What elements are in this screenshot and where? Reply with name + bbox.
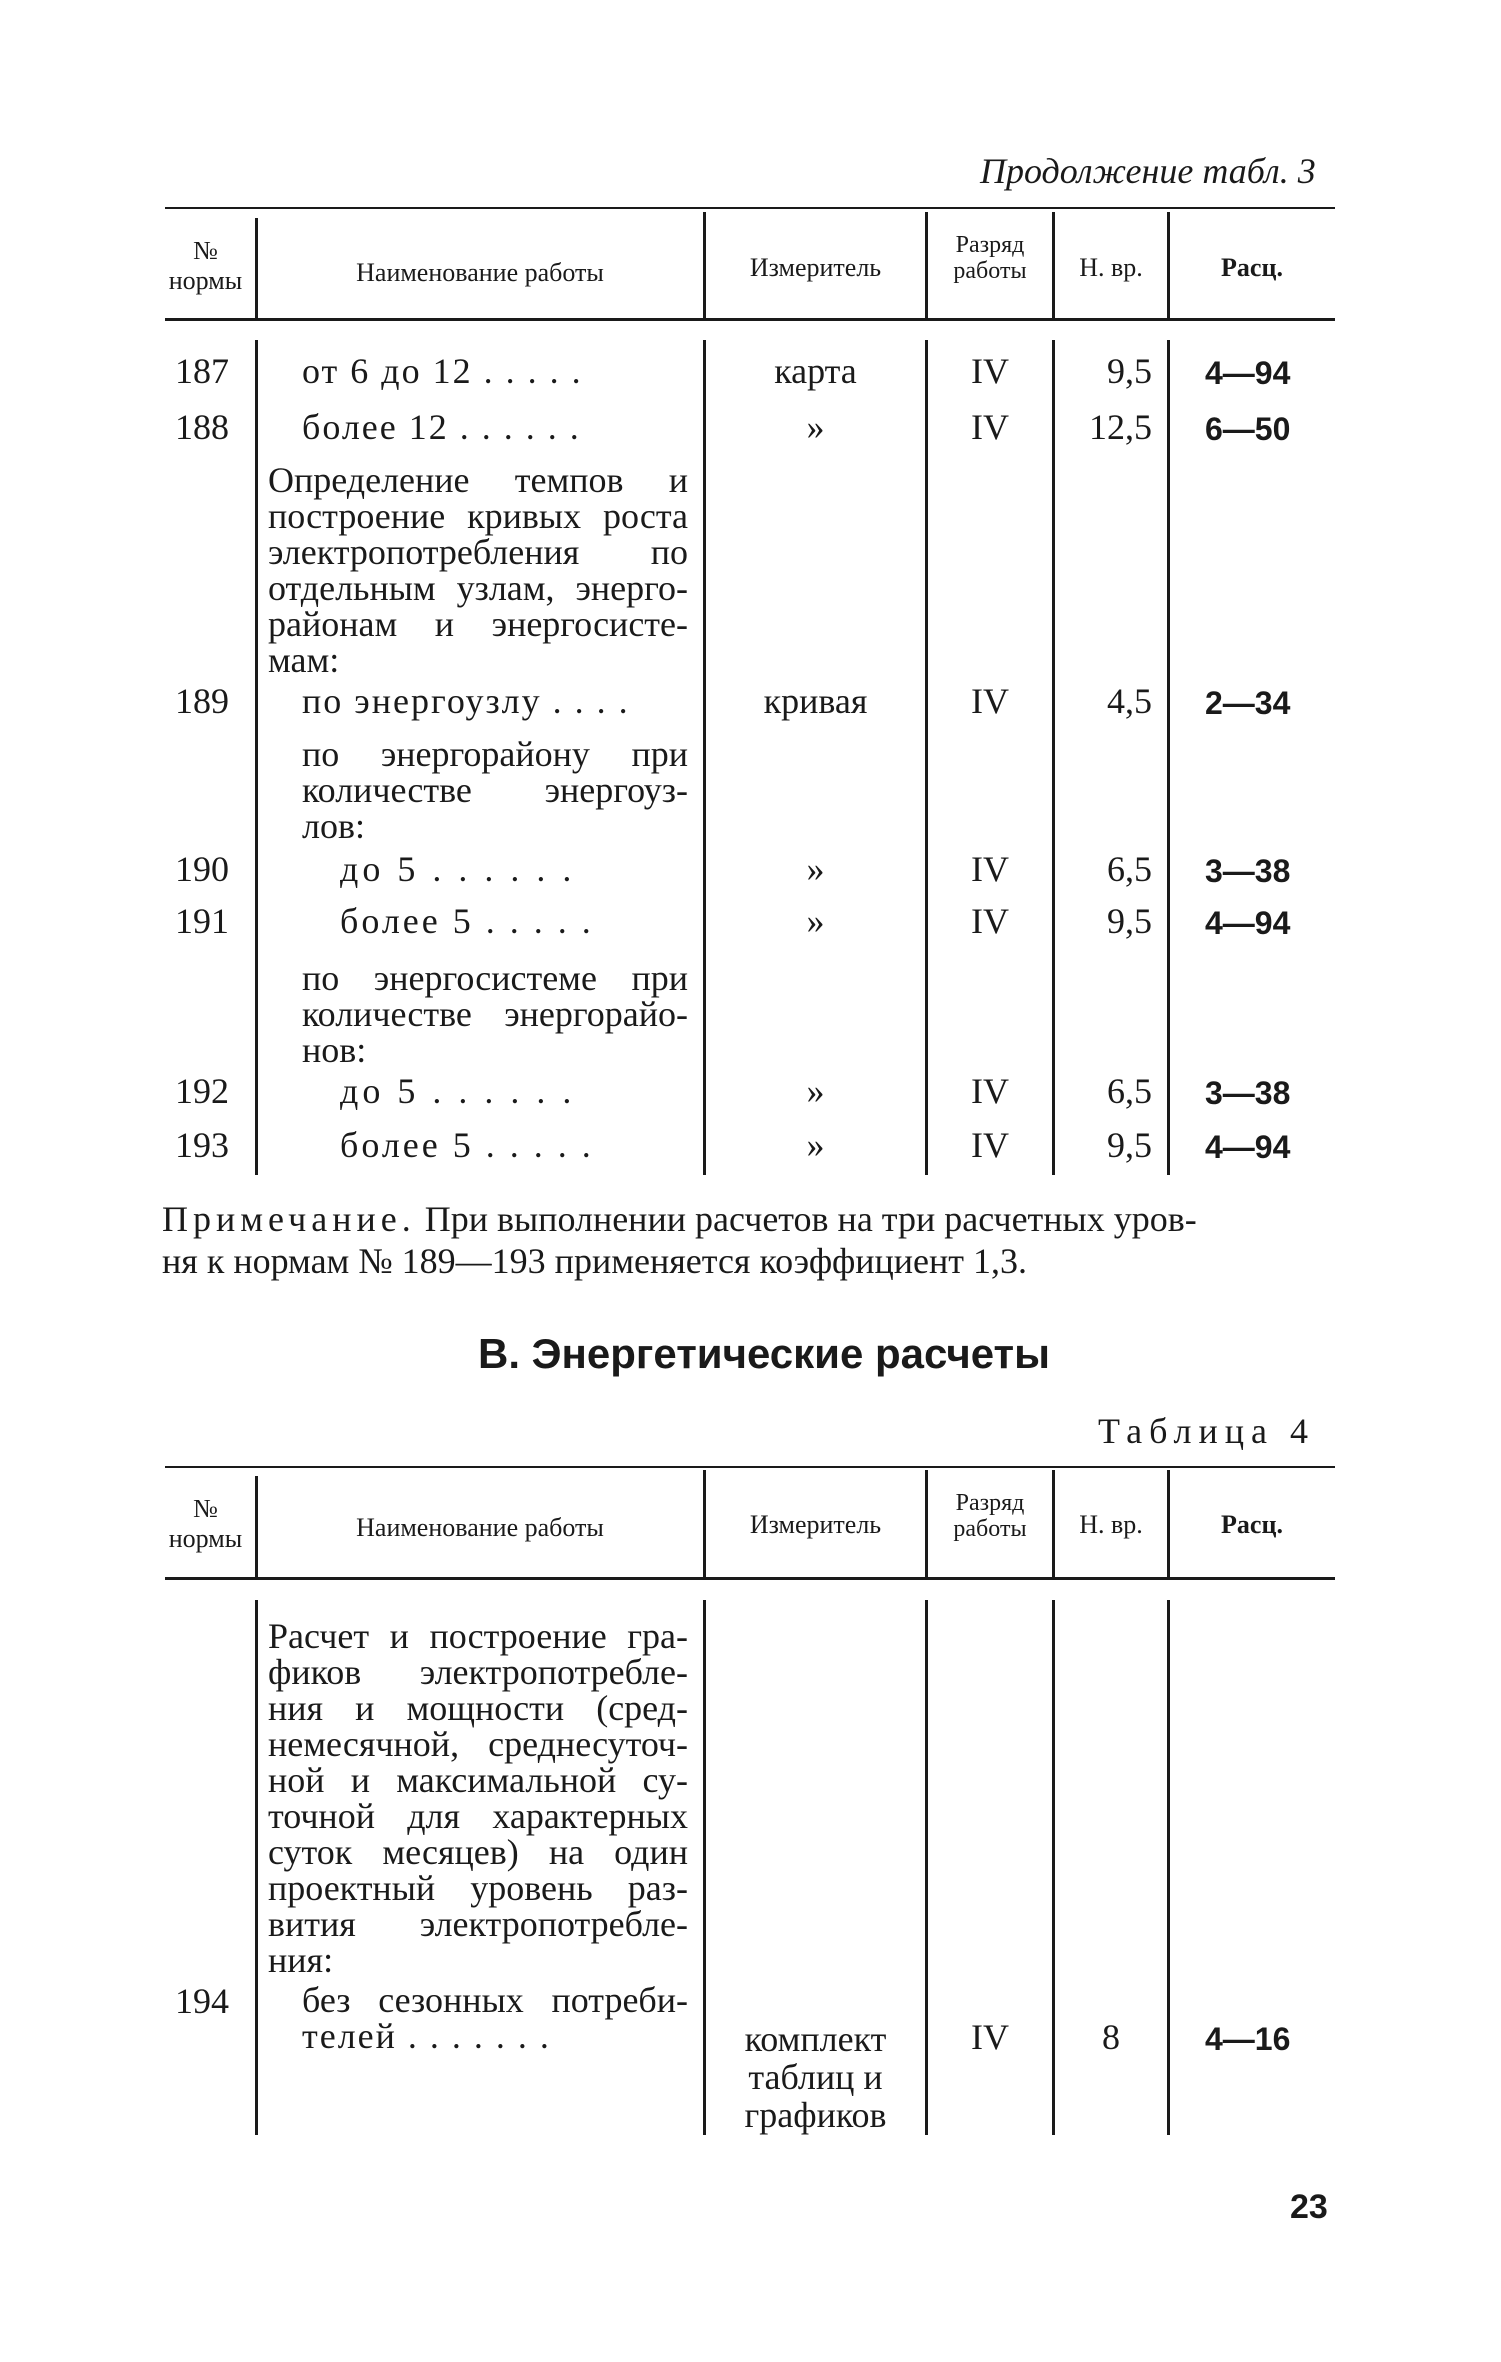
price: 3—38 — [1205, 853, 1291, 889]
note-text: ня к нормам № 189—193 применяется коэффициент 1,3. — [162, 1241, 1028, 1281]
col-divider — [925, 340, 928, 1175]
col-divider — [703, 1470, 706, 1579]
norm-number: 193 — [175, 1125, 229, 1165]
work-name: более 5 . . . . . — [340, 1125, 594, 1165]
time-norm: 4,5 — [1107, 681, 1152, 721]
col-divider — [925, 1600, 928, 2135]
grade: IV — [971, 1071, 1009, 1111]
price: 2—34 — [1205, 685, 1291, 721]
col-divider — [1052, 1600, 1055, 2135]
time-norm: 6,5 — [1107, 849, 1152, 889]
work-name: до 5 . . . . . . — [340, 1071, 576, 1111]
note-text: При выполнении расчетов на три расчетных уров- — [415, 1199, 1197, 1239]
header-norm-no: № нормы — [168, 236, 243, 295]
measure: комплект таблиц и графиков — [744, 2019, 887, 2135]
norm-number: 194 — [175, 1981, 229, 2021]
measure: карта — [774, 351, 857, 391]
continuation-caption: Продолжение табл. 3 — [980, 151, 1316, 191]
grade: IV — [971, 1125, 1009, 1165]
col-divider — [1052, 212, 1055, 320]
header-time-norm: Н. вр. — [1079, 253, 1143, 282]
price: 3—38 — [1205, 1075, 1291, 1111]
col-divider — [1167, 340, 1170, 1175]
work-name: более 12 . . . . . . — [302, 407, 581, 447]
table-label: Таблица 4 — [1098, 1411, 1315, 1451]
col-divider — [703, 212, 706, 320]
table-note — [162, 1198, 1337, 1282]
table-top-rule — [165, 207, 1335, 209]
col-divider — [703, 1600, 706, 2135]
group-heading: Определение темпов и построение кривых роста электропотребления по отдельным узлам, энерго- районам и энергосисте- мам: — [268, 460, 688, 680]
measure: » — [806, 849, 825, 889]
col-divider — [925, 1470, 928, 1579]
time-norm: 6,5 — [1107, 1071, 1152, 1111]
measure: » — [806, 901, 825, 941]
measure: » — [806, 1071, 825, 1111]
grade: IV — [971, 901, 1009, 941]
price: 4—94 — [1205, 1129, 1291, 1165]
measure: » — [806, 407, 825, 447]
col-divider — [255, 1476, 258, 1579]
measure: кривая — [763, 681, 868, 721]
header-norm-no: № нормы — [168, 1494, 243, 1553]
header-bottom-rule — [165, 318, 1335, 321]
time-norm: 8 — [1102, 2017, 1120, 2057]
norm-number: 190 — [175, 849, 229, 889]
grade: IV — [971, 849, 1009, 889]
price: 4—16 — [1205, 2021, 1291, 2057]
col-divider — [1167, 1470, 1170, 1579]
group-heading: по энергосистеме при количестве энергорайо- нов: — [302, 958, 688, 1070]
page-number: 23 — [1290, 2188, 1328, 2226]
col-divider — [925, 212, 928, 320]
measure: » — [806, 1125, 825, 1165]
price: 4—94 — [1205, 905, 1291, 941]
col-divider — [1052, 1470, 1055, 1579]
header-measure: Измеритель — [749, 253, 882, 282]
table-top-rule — [165, 1466, 1335, 1468]
grade: IV — [971, 407, 1009, 447]
work-name: от 6 до 12 . . . . . — [302, 351, 583, 391]
header-price: Расц. — [1221, 253, 1283, 282]
col-divider — [703, 340, 706, 1175]
header-grade: Разряд работы — [953, 1490, 1027, 1542]
col-divider — [1167, 212, 1170, 320]
header-bottom-rule — [165, 1577, 1335, 1580]
time-norm: 12,5 — [1089, 407, 1152, 447]
section-title: В. Энергетические расчеты — [478, 1330, 1050, 1377]
work-name: до 5 . . . . . . — [340, 849, 576, 889]
header-grade: Разряд работы — [953, 232, 1027, 284]
group-heading: по энергорайону при количестве энергоуз- лов: — [302, 734, 688, 846]
col-divider — [1052, 340, 1055, 1175]
grade: IV — [971, 2017, 1009, 2057]
header-work-name: Наименование работы — [356, 258, 604, 287]
col-divider — [255, 340, 258, 1175]
grade: IV — [971, 351, 1009, 391]
col-divider — [255, 218, 258, 320]
time-norm: 9,5 — [1107, 351, 1152, 391]
norm-number: 191 — [175, 901, 229, 941]
work-name: без сезонных потреби- телей . . . . . . . — [302, 1980, 688, 2056]
header-measure: Измеритель — [749, 1510, 882, 1539]
header-work-name: Наименование работы — [356, 1513, 604, 1542]
price: 4—94 — [1205, 355, 1291, 391]
col-divider — [255, 1600, 258, 2135]
norm-number: 189 — [175, 681, 229, 721]
work-name: по энергоузлу . . . . — [302, 681, 630, 721]
col-divider — [1167, 1600, 1170, 2135]
price: 6—50 — [1205, 411, 1291, 447]
group-heading: Расчет и построение гра- фиков электропотребле- ния и мощности (сред- немесячной, среднесуточ- ной и максимальной су- точной для характерных суток месяцев) на один проектный уровень раз- вития электропотребле- ния: — [268, 1616, 688, 1980]
norm-number: 187 — [175, 351, 229, 391]
header-price: Расц. — [1221, 1510, 1283, 1539]
note-label: Примечание. — [162, 1199, 416, 1239]
norm-number: 188 — [175, 407, 229, 447]
time-norm: 9,5 — [1107, 1125, 1152, 1165]
time-norm: 9,5 — [1107, 901, 1152, 941]
grade: IV — [971, 681, 1009, 721]
work-name: более 5 . . . . . — [340, 901, 594, 941]
header-time-norm: Н. вр. — [1079, 1510, 1143, 1539]
norm-number: 192 — [175, 1071, 229, 1111]
